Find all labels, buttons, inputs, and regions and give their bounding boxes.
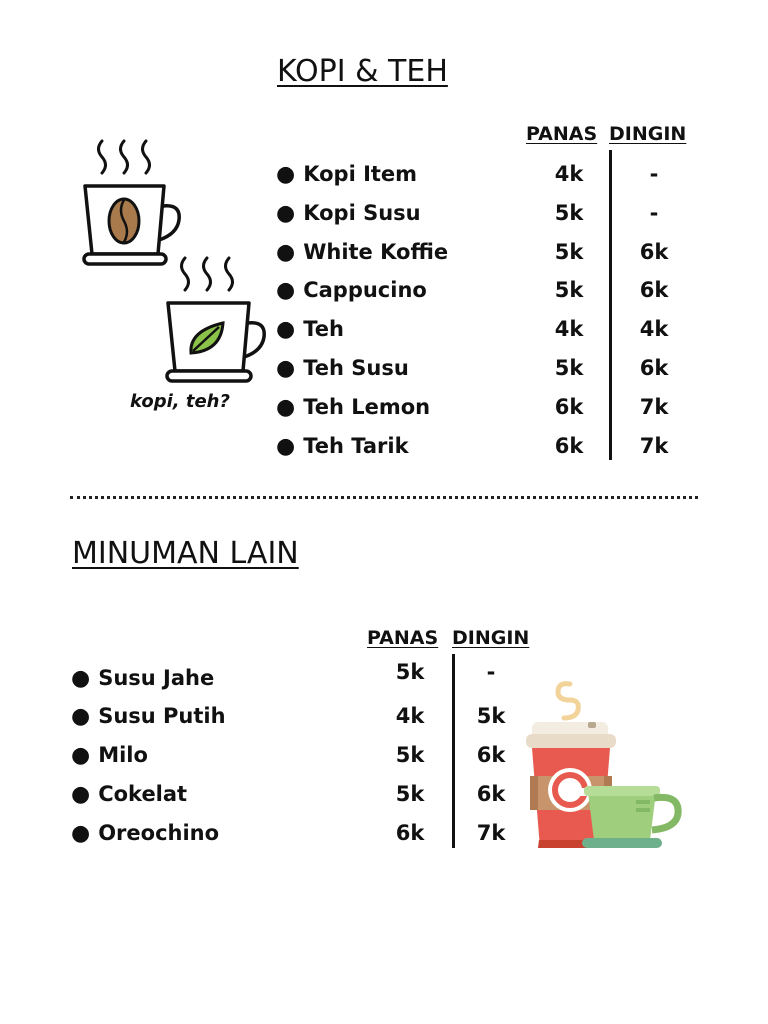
section1-title: KOPI & TEH [277, 54, 448, 89]
price-hot: 6k [554, 433, 584, 458]
bullet-icon: ● [71, 743, 91, 768]
menu-item-name: Oreochino [98, 821, 220, 845]
price-hot: 5k [554, 356, 584, 380]
price-hot: 5k [554, 239, 584, 264]
bullet-icon: ● [276, 162, 296, 187]
menu-item-name: Kopi Susu [303, 200, 421, 225]
coffee-bean-cup-icon [80, 136, 185, 271]
menu-item [276, 238, 448, 266]
menu-item-name: Susu Putih [98, 704, 226, 728]
menu-item [276, 393, 430, 421]
bullet-icon: ● [276, 317, 296, 343]
menu-item [276, 354, 409, 382]
price-cold: 7k [639, 394, 669, 419]
price-cold: 6k [639, 278, 669, 303]
menu-item [71, 702, 226, 730]
menu-item [71, 780, 187, 808]
section2-col-cold-header: DINGIN [452, 627, 530, 649]
menu-item-name: Cappucino [303, 278, 427, 303]
section2-column-divider [452, 654, 455, 848]
price-hot: 4k [554, 162, 584, 186]
menu-item [71, 664, 214, 692]
price-cold: 6k [639, 239, 669, 264]
menu-item [276, 276, 427, 304]
section1-col-cold-header: DINGIN [609, 123, 687, 145]
bullet-icon: ● [276, 394, 296, 420]
section2-col-hot-header: PANAS [367, 627, 439, 649]
bullet-icon: ● [276, 200, 296, 226]
menu-item-name: Teh [303, 317, 344, 342]
tea-leaf-cup-icon [163, 253, 273, 388]
price-cold: 6k [639, 356, 669, 380]
price-hot: 5k [395, 782, 425, 806]
price-hot: 6k [395, 821, 425, 845]
menu-item-name: Cokelat [98, 782, 188, 806]
price-hot: 5k [395, 660, 425, 684]
price-cold: 6k [476, 782, 506, 806]
section-divider [70, 496, 698, 499]
menu-item-name: Kopi Item [303, 162, 418, 186]
menu-item [276, 315, 344, 343]
bullet-icon: ● [71, 704, 91, 729]
bullet-icon: ● [276, 239, 296, 265]
section1-column-divider [609, 150, 612, 460]
price-hot: 4k [554, 317, 584, 342]
bullet-icon: ● [71, 782, 91, 807]
section1-col-hot-header: PANAS [526, 123, 598, 145]
menu-item [276, 199, 421, 227]
menu-item [71, 741, 148, 769]
price-cold: 5k [476, 704, 506, 728]
price-hot: 6k [554, 394, 584, 419]
price-cold: 4k [639, 317, 669, 342]
menu-item-name: White Koffie [303, 239, 449, 264]
bullet-icon: ● [71, 666, 91, 691]
takeaway-coffee-cup-icon [518, 672, 688, 852]
menu-item-name: Teh Lemon [303, 394, 431, 419]
bullet-icon: ● [276, 356, 296, 381]
menu-item-name: Milo [98, 743, 148, 767]
price-hot: 5k [554, 278, 584, 303]
price-hot: 5k [395, 743, 425, 767]
bullet-icon: ● [276, 433, 296, 459]
cups-caption: kopi, teh? [130, 391, 230, 412]
menu-item-name: Teh Susu [303, 356, 409, 380]
price-cold: - [486, 660, 496, 684]
bullet-icon: ● [71, 821, 91, 846]
bullet-icon: ● [276, 278, 296, 304]
menu-item [71, 819, 219, 847]
menu-item-name: Susu Jahe [98, 666, 215, 690]
price-cold: 6k [476, 743, 506, 767]
menu-item-name: Teh Tarik [303, 433, 409, 458]
menu-item [276, 160, 417, 188]
price-cold: - [649, 200, 659, 225]
menu-item [276, 432, 409, 460]
price-cold: 7k [476, 821, 506, 845]
price-hot: 5k [554, 200, 584, 225]
section2-title: MINUMAN LAIN [72, 536, 299, 571]
price-hot: 4k [395, 704, 425, 728]
price-cold: - [649, 162, 659, 186]
price-cold: 7k [639, 433, 669, 458]
